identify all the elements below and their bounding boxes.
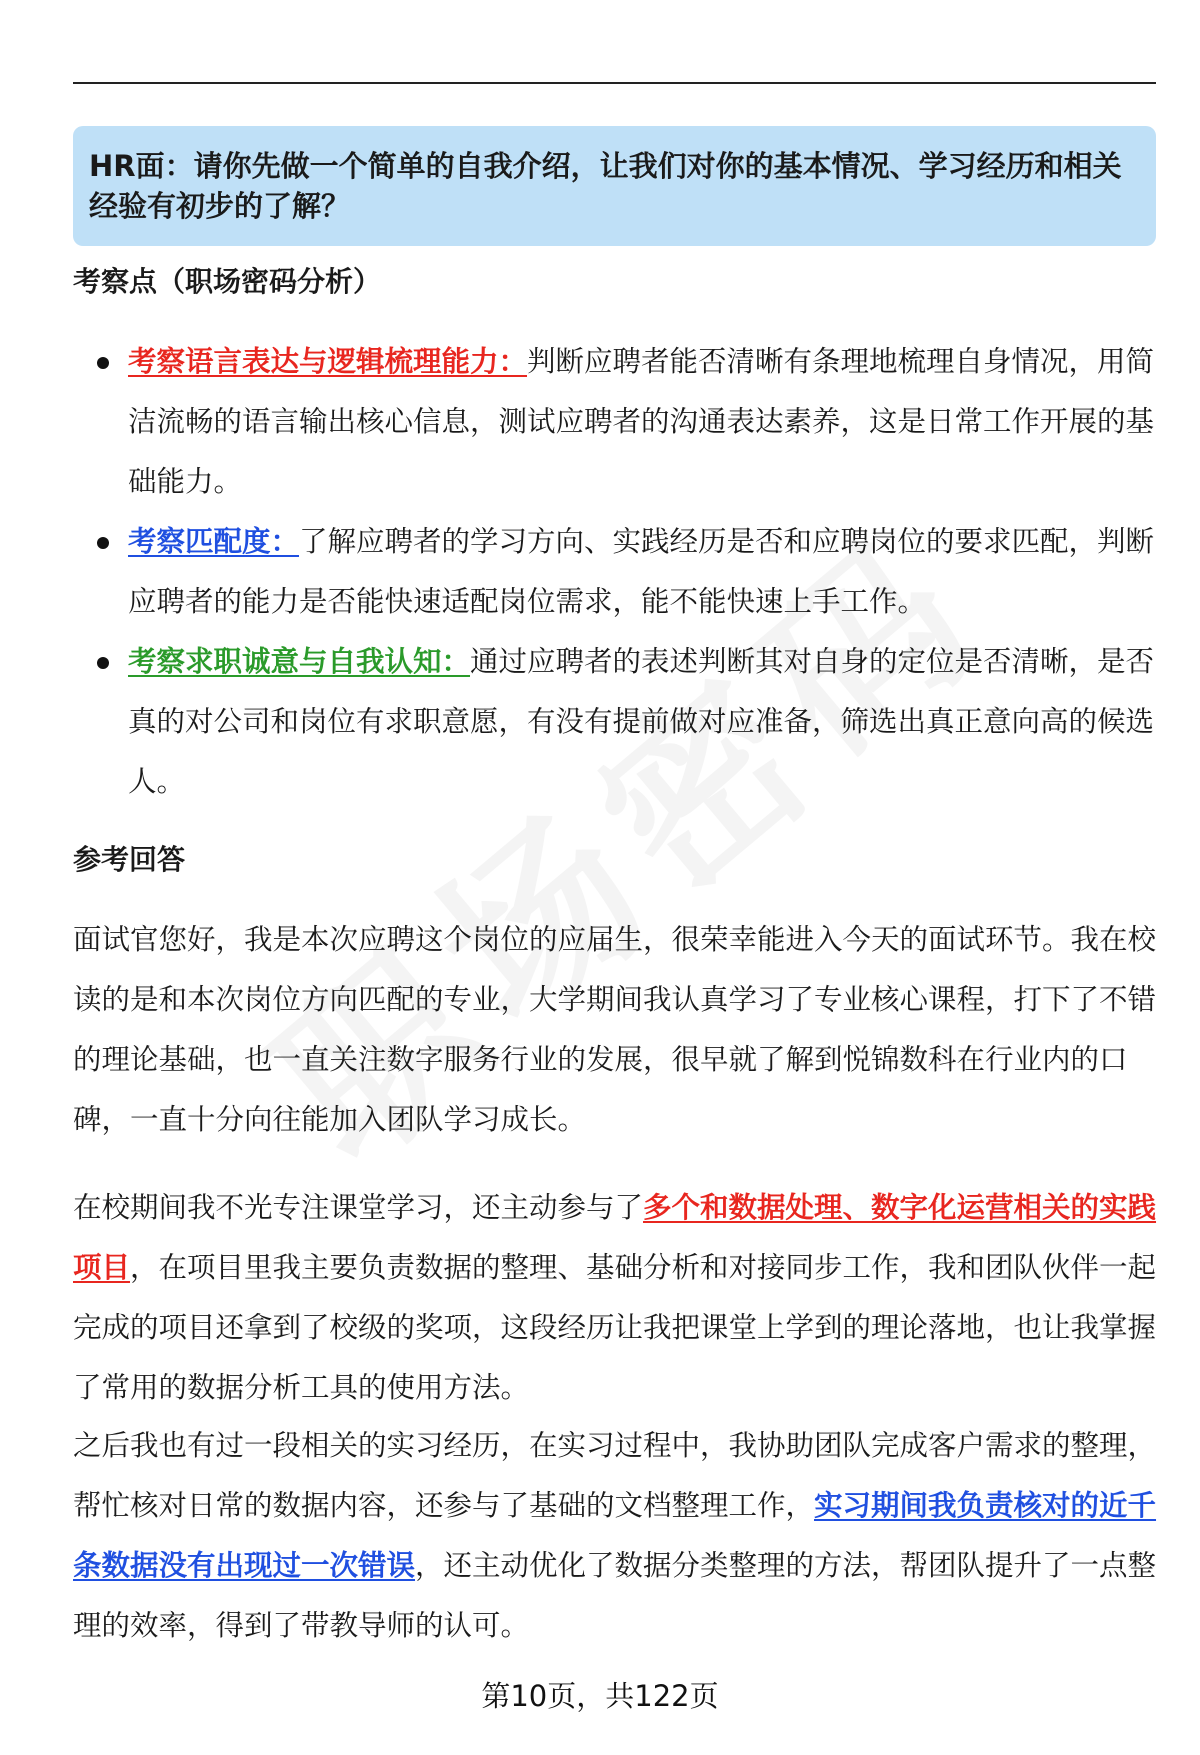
paragraph-text: ，在项目里我主要负责数据的整理、基础分析和对接同步工作，我和团队伙伴一起完成的项目还拿到了校级的奖项，这段经历让我把课堂上学到的理论落地，也让我掌握了常用的数据分析工具的使用方法。 xyxy=(73,1251,1157,1404)
answer-title: 参考回答 xyxy=(73,843,186,876)
analysis-list xyxy=(73,332,1156,812)
analysis-title: 考察点（职场密码分析） xyxy=(73,265,382,298)
answer-paragraph-1: 面试官您好，我是本次应聘这个岗位的应届生，很荣幸能进入今天的面试环节。我在校读的是和本次岗位方向匹配的专业，大学期间我认真学习了专业核心课程，打下了不错的理论基础，也一直关注数字服务行业的发展，很早就了解到悦锦数科在行业内的口碑，一直十分向往能加入团队学习成长。 xyxy=(73,923,1157,1136)
answer-paragraph-3 xyxy=(73,1416,1158,1656)
list-item xyxy=(73,632,1156,812)
question-box xyxy=(73,126,1156,246)
bullet-text: 判断应聘者能否清晰有条理地梳理自身情况，用简洁流畅的语言输出核心信息，测试应聘者的沟通表达素养，这是日常工作开展的基础能力。 xyxy=(128,345,1155,498)
bullet-key: 考察求职诚意与自我认知： xyxy=(128,645,471,678)
page-number: 第10页，共122页 xyxy=(481,1679,719,1713)
highlight-projects: 多个和数据处理、数字化运营相关的实践项目 xyxy=(73,1191,1157,1284)
bullet-key: 考察语言表达与逻辑梳理能力： xyxy=(128,345,528,378)
list-item xyxy=(73,512,1156,632)
paragraph-text: 之后我也有过一段相关的实习经历，在实习过程中，我协助团队完成客户需求的整理，帮忙核对日常的数据内容，还参与了基础的文档整理工作， xyxy=(73,1429,1157,1522)
bullet-dot-icon xyxy=(97,537,109,549)
paragraph-text: ，还主动优化了数据分类整理的方法，帮团队提升了一点整理的效率，得到了带教导师的认可。 xyxy=(73,1549,1157,1642)
bullet-dot-icon xyxy=(97,657,109,669)
bullet-key: 考察匹配度： xyxy=(128,525,300,558)
bullet-dot-icon xyxy=(97,357,109,369)
paragraph-text: 在校期间我不光专注课堂学习，还主动参与了 xyxy=(73,1191,644,1224)
bullet-text: 了解应聘者的学习方向、实践经历是否和应聘岗位的要求匹配，判断应聘者的能力是否能快速适配岗位需求，能不能快速上手工作。 xyxy=(128,525,1155,618)
answer-paragraph-2 xyxy=(73,1178,1158,1418)
list-item xyxy=(73,332,1156,512)
top-divider xyxy=(73,82,1156,84)
bullet-text: 通过应聘者的表述判断其对自身的定位是否清晰，是否真的对公司和岗位有求职意愿，有没有提前做对应准备，筛选出真正意向高的候选人。 xyxy=(128,645,1155,798)
highlight-internship: 实习期间我负责核对的近千条数据没有出现过一次错误 xyxy=(73,1489,1157,1582)
question-text: HR面：请你先做一个简单的自我介绍，让我们对你的基本情况、学习经历和相关经验有初步的了解？ xyxy=(89,149,1122,223)
